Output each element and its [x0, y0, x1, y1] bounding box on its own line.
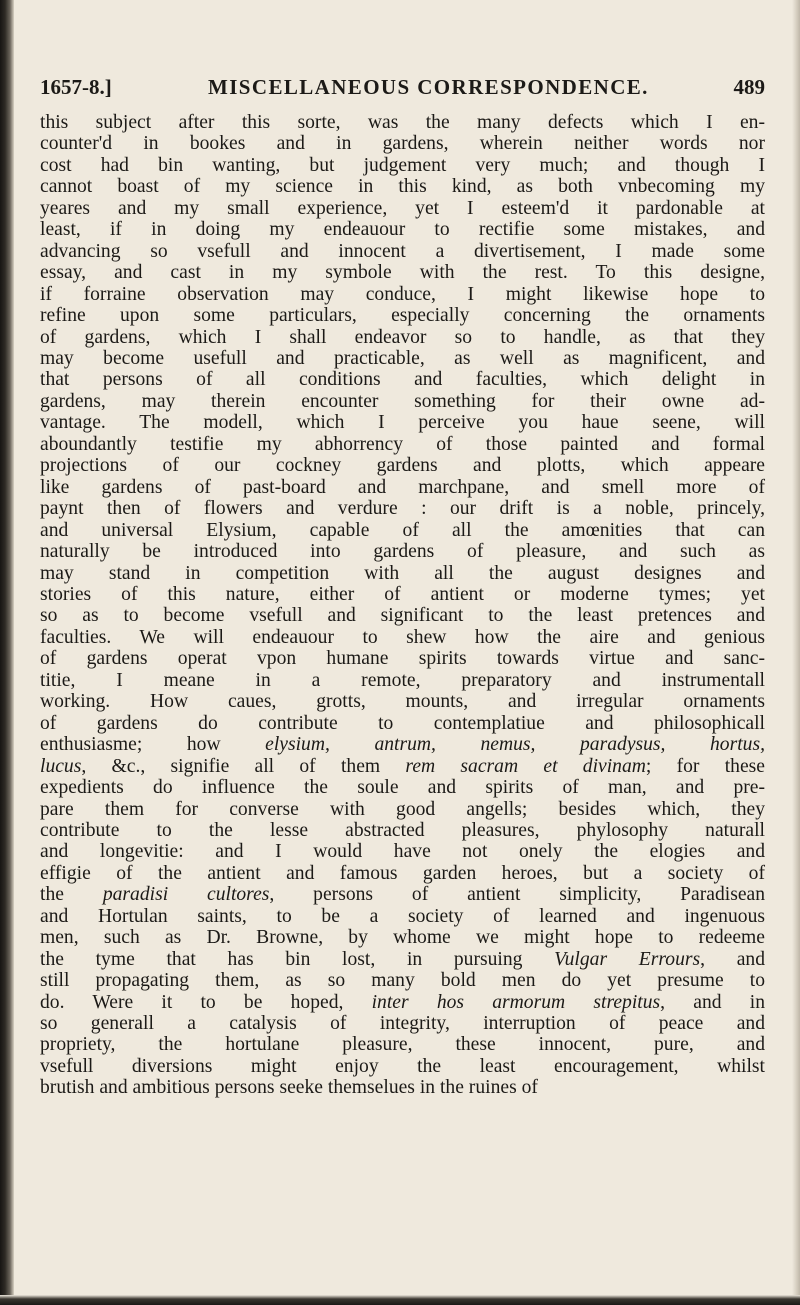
text-line: and Hortulan saints, to be a society of learned and ingenuous — [40, 905, 765, 927]
text-line: of gardens, which I shall endeavor so to handle, as that they — [40, 326, 765, 348]
text-line: paynt then of flowers and verdure : our drift is a noble, princely, — [40, 498, 765, 520]
text-line: contribute to the lesse abstracted pleasures, phylosophy naturall — [40, 819, 765, 841]
text-line: gardens, may therein encounter something for their owne ad- — [40, 390, 765, 412]
text-line: the tyme that has bin lost, in pursuing Vulgar Errours, and — [40, 948, 765, 970]
header-date-range: 1657-8.] — [40, 75, 112, 99]
text-line: cost had bin wanting, but judgement very much; and though I — [40, 154, 765, 176]
text-line: that persons of all conditions and faculties, which delight in — [40, 369, 765, 391]
text-line: lucus, &c., signifie all of them rem sacram et divinam; for these — [40, 755, 765, 777]
text-line: counter'd in bookes and in gardens, wherein neither words nor — [40, 133, 765, 155]
text-line: enthusiasme; how elysium, antrum, nemus, paradysus, hortus, — [40, 734, 765, 756]
text-line: titie, I meane in a remote, preparatory and instrumentall — [40, 669, 765, 691]
text-line: cannot boast of my science in this kind, as both vnbecoming my — [40, 176, 765, 198]
text-line: men, such as Dr. Browne, by whome we might hope to redeeme — [40, 927, 765, 949]
text-line: so generall a catalysis of integrity, interruption of peace and — [40, 1013, 765, 1035]
text-line: this subject after this sorte, was the many defects which I en- — [40, 112, 765, 133]
text-line: faculties. We will endeauour to shew how the aire and genious — [40, 626, 765, 648]
text-line: vantage. The modell, which I perceive you haue seene, will — [40, 412, 765, 434]
page-right-edge — [792, 0, 800, 1305]
text-line: and universal Elysium, capable of all the amœnities that can — [40, 519, 765, 541]
text-line: of gardens operat vpon humane spirits towards virtue and sanc- — [40, 648, 765, 670]
text-line: may stand in competition with all the august designes and — [40, 562, 765, 584]
page-bottom-edge — [0, 1295, 800, 1305]
text-line: propriety, the hortulane pleasure, these innocent, pure, and — [40, 1034, 765, 1056]
book-gutter-shadow — [0, 0, 14, 1305]
text-line: expedients do influence the soule and spirits of man, and pre- — [40, 777, 765, 799]
text-line: projections of our cockney gardens and plotts, which appeare — [40, 455, 765, 477]
text-line: refine upon some particulars, especially concerning the ornaments — [40, 305, 765, 327]
text-line: yeares and my small experience, yet I esteem'd it pardonable at — [40, 197, 765, 219]
text-line: effigie of the antient and famous garden heroes, but a society of — [40, 862, 765, 884]
text-line: working. How caues, grotts, mounts, and irregular ornaments — [40, 691, 765, 713]
page-number: 489 — [733, 75, 765, 99]
text-line: like gardens of past-board and marchpane, and smell more of — [40, 476, 765, 498]
header-section-title: MISCELLANEOUS CORRESPONDENCE. — [208, 75, 649, 99]
text-line: stories of this nature, either of antient or moderne tymes; yet — [40, 583, 765, 605]
text-line: do. Were it to be hoped, inter hos armorum strepitus, and in — [40, 991, 765, 1013]
body-text — [40, 112, 765, 1099]
text-line: essay, and cast in my symbole with the rest. To this designe, — [40, 262, 765, 284]
text-line: aboundantly testifie my abhorrency of those painted and formal — [40, 433, 765, 455]
text-line: if forraine observation may conduce, I might likewise hope to — [40, 283, 765, 305]
text-line: of gardens do contribute to contemplatiue and philosophicall — [40, 712, 765, 734]
text-line: still propagating them, as so many bold men do yet presume to — [40, 970, 765, 992]
running-header — [40, 72, 765, 104]
text-line: so as to become vsefull and significant to the least pretences and — [40, 605, 765, 627]
text-line: least, if in doing my endeauour to rectifie some mistakes, and — [40, 219, 765, 241]
text-line: brutish and ambitious persons seeke themselues in the ruines of — [40, 1077, 538, 1099]
text-line: the paradisi cultores, persons of antient simplicity, Paradisean — [40, 884, 766, 906]
text-line: pare them for converse with good angells; besides which, they — [40, 798, 765, 820]
text-line: naturally be introduced into gardens of pleasure, and such as — [40, 541, 765, 563]
text-line: may become usefull and practicable, as well as magnificent, and — [40, 347, 765, 369]
text-line: and longevitie: and I would have not onely the elogies and — [40, 841, 765, 863]
text-line: advancing so vsefull and innocent a divertisement, I made some — [40, 240, 765, 262]
text-line: vsefull diversions might enjoy the least encouragement, whilst — [40, 1055, 765, 1077]
